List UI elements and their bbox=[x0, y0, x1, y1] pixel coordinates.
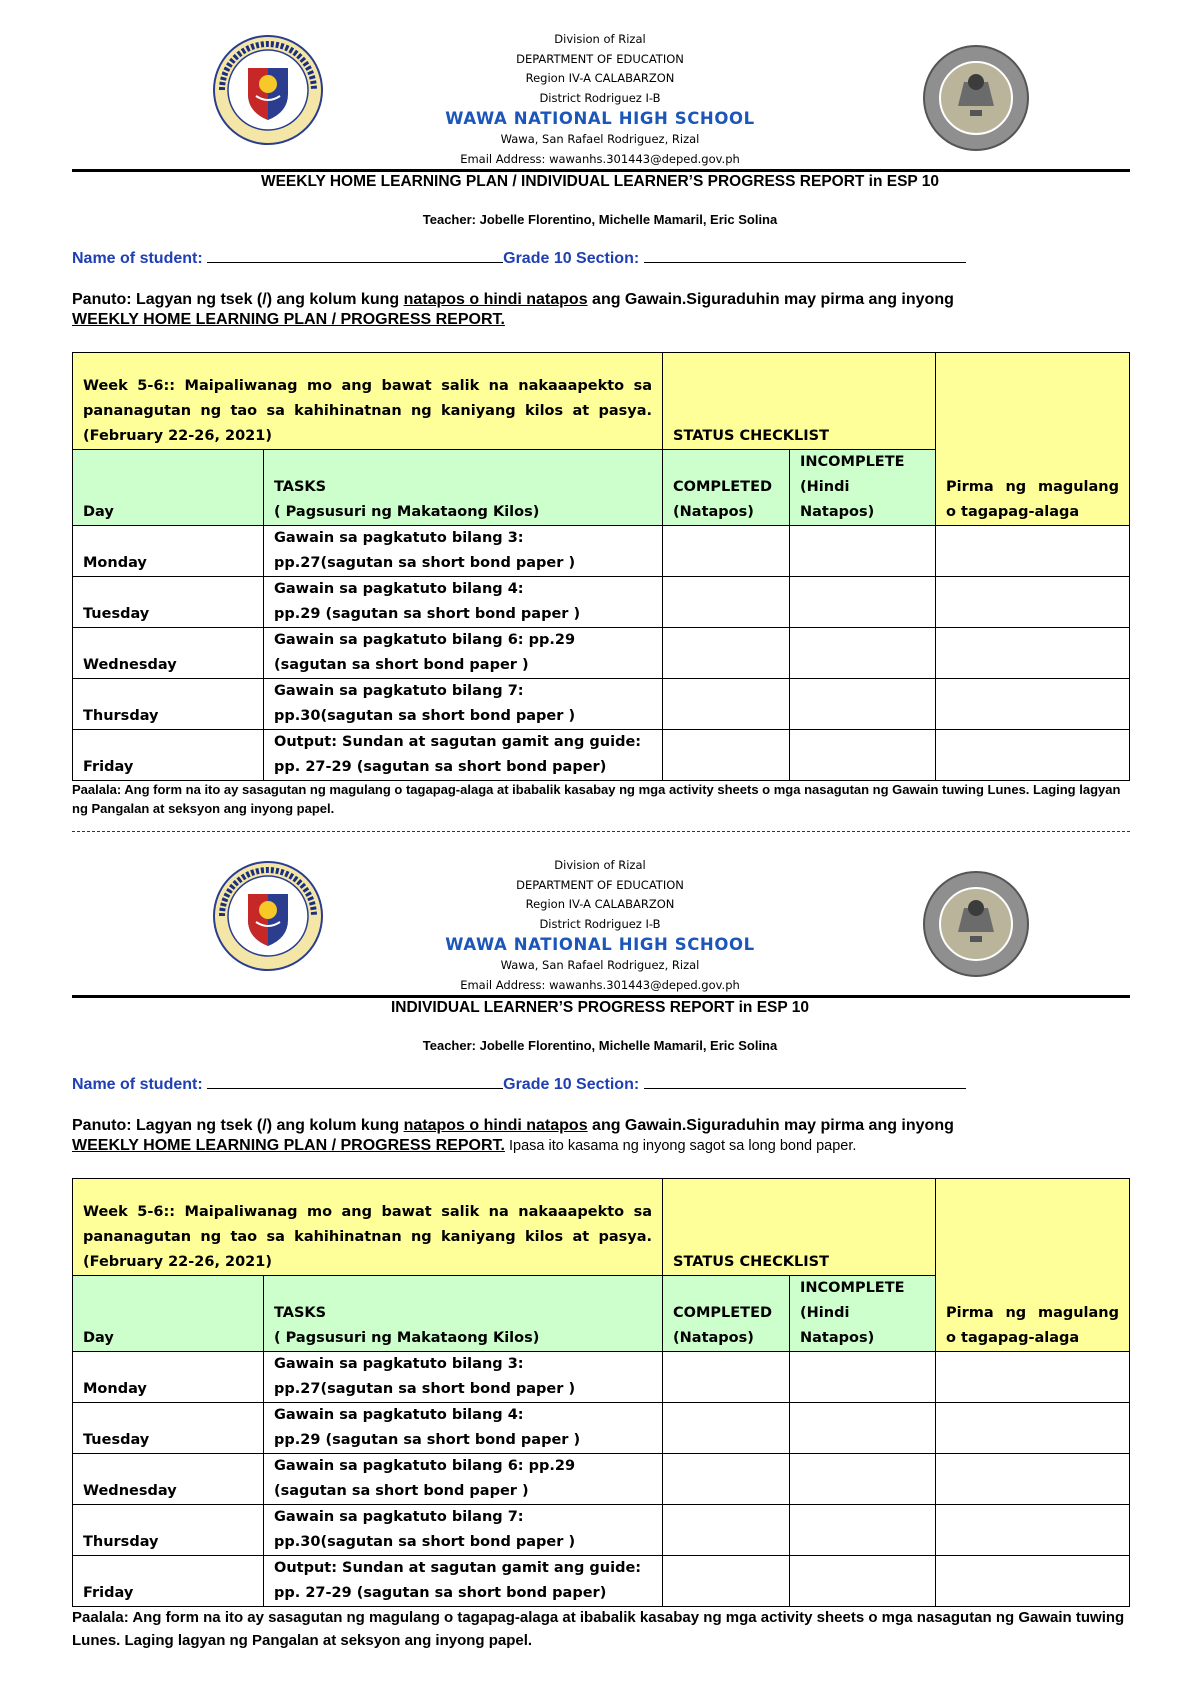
signature-cell[interactable] bbox=[936, 1556, 1130, 1607]
form-progress-report bbox=[0, 856, 1200, 1649]
email-text: Email Address: wawanhs.301443@deped.gov.ph bbox=[460, 151, 740, 166]
table-row bbox=[73, 1556, 1130, 1607]
instructions-text: Panuto: Lagyan ng tsek (/) ang kolum kung bbox=[72, 291, 404, 308]
completed-header-2: (Natapos) bbox=[673, 504, 754, 520]
incomplete-checkbox-cell[interactable] bbox=[790, 628, 936, 679]
task-line-1: Gawain sa pagkatuto bilang 3: bbox=[274, 1356, 524, 1372]
table-row bbox=[73, 730, 1130, 781]
completed-checkbox-cell[interactable] bbox=[663, 526, 790, 577]
form-title: INDIVIDUAL LEARNER’S PROGRESS REPORT in ESP 10 bbox=[390, 999, 809, 1016]
table-row bbox=[73, 1505, 1130, 1556]
table-row bbox=[73, 1403, 1130, 1454]
region-text: Region IV-A CALABARZON bbox=[525, 71, 675, 85]
section-field[interactable] bbox=[644, 1074, 966, 1089]
school-name: WAWA NATIONAL HIGH SCHOOL bbox=[445, 109, 755, 128]
table-row bbox=[73, 526, 1130, 577]
completed-checkbox-cell[interactable] bbox=[663, 1352, 790, 1403]
incomplete-header-3: Natapos) bbox=[800, 504, 875, 520]
day-cell: Monday bbox=[73, 526, 264, 577]
grade-label: Grade 10 Section: bbox=[503, 1076, 644, 1093]
task-cell bbox=[264, 1556, 663, 1607]
day-cell: Wednesday bbox=[73, 628, 264, 679]
signature-cell[interactable] bbox=[936, 526, 1130, 577]
instructions-text-2: ang Gawain.Siguraduhin may pirma ang inyong bbox=[587, 291, 954, 308]
task-line-1: Output: Sundan at sagutan gamit ang guide: bbox=[274, 734, 642, 750]
address-text: Wawa, San Rafael Rodriguez, Rizal bbox=[500, 132, 700, 146]
instructions-plan: WEEKLY HOME LEARNING PLAN / PROGRESS REPORT. bbox=[72, 1137, 505, 1154]
incomplete-header-2: (Hindi bbox=[800, 479, 850, 495]
task-line-1: Gawain sa pagkatuto bilang 7: bbox=[274, 1509, 524, 1525]
teacher-line: Teacher: Jobelle Florentino, Michelle Mamaril, Eric Solina bbox=[422, 212, 778, 227]
table-row bbox=[73, 1352, 1130, 1403]
header-rule bbox=[72, 995, 1130, 998]
name-label: Name of student: bbox=[72, 250, 208, 267]
incomplete-checkbox-cell[interactable] bbox=[790, 730, 936, 781]
week-objective: Week 5-6:: Maipaliwanag mo ang bawat salik na nakaaapekto sa pananagutan ng tao sa kahihinatnan ng kaniyang kilos at pasya. (February 22-26, 2021) bbox=[73, 353, 663, 450]
task-cell bbox=[264, 526, 663, 577]
completed-checkbox-cell[interactable] bbox=[663, 679, 790, 730]
completed-header-1: COMPLETED bbox=[673, 479, 773, 495]
completed-checkbox-cell[interactable] bbox=[663, 1403, 790, 1454]
incomplete-header-2: (Hindi bbox=[800, 1305, 850, 1321]
instructions-emphasis: natapos o hindi natapos bbox=[403, 1117, 588, 1134]
district-text: District Rodriguez I-B bbox=[539, 916, 661, 931]
incomplete-header-1: INCOMPLETE bbox=[800, 454, 905, 470]
task-line-2: pp. 27-29 (sagutan sa short bond paper) bbox=[274, 1585, 607, 1601]
task-line-1: Gawain sa pagkatuto bilang 7: bbox=[274, 683, 524, 699]
day-cell: Monday bbox=[73, 1352, 264, 1403]
completed-header-1: COMPLETED bbox=[673, 1305, 773, 1321]
task-line-2: pp.30(sagutan sa short bond paper ) bbox=[274, 1534, 576, 1550]
day-cell: Wednesday bbox=[73, 1454, 264, 1505]
day-cell: Friday bbox=[73, 730, 264, 781]
task-line-2: (sagutan sa short bond paper ) bbox=[274, 1483, 529, 1499]
division-text: Division of Rizal bbox=[554, 32, 646, 46]
task-line-1: Gawain sa pagkatuto bilang 4: bbox=[274, 581, 524, 597]
incomplete-checkbox-cell[interactable] bbox=[790, 526, 936, 577]
form-weekly-plan bbox=[0, 30, 1200, 816]
completed-checkbox-cell[interactable] bbox=[663, 577, 790, 628]
signature-cell[interactable] bbox=[936, 1454, 1130, 1505]
completed-checkbox-cell[interactable] bbox=[663, 628, 790, 679]
status-checklist-header: STATUS CHECKLIST bbox=[663, 1179, 936, 1276]
task-cell bbox=[264, 1403, 663, 1454]
task-line-2: pp.30(sagutan sa short bond paper ) bbox=[274, 708, 576, 724]
school-name: WAWA NATIONAL HIGH SCHOOL bbox=[445, 935, 755, 954]
task-line-2: pp.29 (sagutan sa short bond paper ) bbox=[274, 606, 581, 622]
completed-checkbox-cell[interactable] bbox=[663, 1556, 790, 1607]
table-row bbox=[73, 628, 1130, 679]
incomplete-header-1: INCOMPLETE bbox=[800, 1280, 905, 1296]
completed-checkbox-cell[interactable] bbox=[663, 730, 790, 781]
header-rule bbox=[72, 169, 1130, 172]
department-text: DEPARTMENT OF EDUCATION bbox=[516, 51, 684, 66]
incomplete-checkbox-cell[interactable] bbox=[790, 1505, 936, 1556]
task-line-1: Gawain sa pagkatuto bilang 6: pp.29 bbox=[274, 632, 576, 648]
tasks-header-1: TASKS bbox=[274, 479, 327, 495]
name-field[interactable] bbox=[207, 248, 503, 263]
completed-header bbox=[663, 450, 790, 526]
letterhead bbox=[0, 856, 1200, 1006]
school-seal-icon bbox=[920, 868, 1032, 980]
task-cell bbox=[264, 1454, 663, 1505]
task-cell bbox=[264, 577, 663, 628]
task-cell bbox=[264, 628, 663, 679]
letterhead bbox=[0, 30, 1200, 180]
task-cell bbox=[264, 1352, 663, 1403]
incomplete-checkbox-cell[interactable] bbox=[790, 1454, 936, 1505]
completed-checkbox-cell[interactable] bbox=[663, 1505, 790, 1556]
paalala-note: Paalala: Ang form na ito ay sasagutan ng magulang o tagapag-alaga at ibabalik kasabay ng mga activity sheets o mga nasagutan ng Gawain tuwing Lunes. Laging lagyan ng Pangalan at seksyon ang inyong papel. bbox=[72, 782, 1121, 816]
signature-cell[interactable] bbox=[936, 1505, 1130, 1556]
day-cell: Friday bbox=[73, 1556, 264, 1607]
incomplete-header bbox=[790, 1276, 936, 1352]
signature-cell[interactable] bbox=[936, 628, 1130, 679]
task-line-2: pp. 27-29 (sagutan sa short bond paper) bbox=[274, 759, 607, 775]
task-line-2: pp.27(sagutan sa short bond paper ) bbox=[274, 555, 576, 571]
name-label: Name of student: bbox=[72, 1076, 208, 1093]
tasks-header bbox=[264, 1276, 663, 1352]
signature-cell[interactable] bbox=[936, 1352, 1130, 1403]
section-field[interactable] bbox=[644, 248, 966, 263]
pirma-header: Pirma ng magulang o tagapag-alaga bbox=[936, 1179, 1130, 1352]
form-title: WEEKLY HOME LEARNING PLAN / INDIVIDUAL LEARNER’S PROGRESS REPORT in ESP 10 bbox=[260, 173, 940, 190]
signature-cell[interactable] bbox=[936, 679, 1130, 730]
completed-header bbox=[663, 1276, 790, 1352]
task-cell bbox=[264, 730, 663, 781]
incomplete-header-3: Natapos) bbox=[800, 1330, 875, 1346]
day-cell: Thursday bbox=[73, 1505, 264, 1556]
table-row bbox=[73, 577, 1130, 628]
incomplete-header bbox=[790, 450, 936, 526]
instructions-plan: WEEKLY HOME LEARNING PLAN / PROGRESS REPORT. bbox=[72, 311, 505, 328]
region-text: Region IV-A CALABARZON bbox=[525, 897, 675, 911]
task-line-1: Output: Sundan at sagutan gamit ang guide: bbox=[274, 1560, 642, 1576]
paalala-note: Paalala: Ang form na ito ay sasagutan ng magulang o tagapag-alaga at ibabalik kasabay ng mga activity sheets o mga nasagutan ng Gawain tuwing Lunes. Laging lagyan ng Pangalan at seksyon ang inyong papel. bbox=[72, 1609, 1125, 1649]
cut-line bbox=[72, 831, 1130, 832]
day-header: Day bbox=[73, 1276, 264, 1352]
table-row bbox=[73, 1454, 1130, 1505]
task-cell bbox=[264, 679, 663, 730]
table-row bbox=[73, 679, 1130, 730]
incomplete-checkbox-cell[interactable] bbox=[790, 577, 936, 628]
day-header: Day bbox=[73, 450, 264, 526]
task-line-2: (sagutan sa short bond paper ) bbox=[274, 657, 529, 673]
tasks-header-2: ( Pagsusuri ng Makataong Kilos) bbox=[274, 1330, 540, 1346]
signature-cell[interactable] bbox=[936, 577, 1130, 628]
task-cell bbox=[264, 1505, 663, 1556]
signature-cell[interactable] bbox=[936, 730, 1130, 781]
school-seal-icon bbox=[920, 42, 1032, 154]
task-line-1: Gawain sa pagkatuto bilang 4: bbox=[274, 1407, 524, 1423]
task-line-2: pp.29 (sagutan sa short bond paper ) bbox=[274, 1432, 581, 1448]
status-checklist-header: STATUS CHECKLIST bbox=[663, 353, 936, 450]
instructions-text-2: ang Gawain.Siguraduhin may pirma ang inyong bbox=[587, 1117, 954, 1134]
instructions bbox=[72, 1116, 1132, 1156]
instructions-emphasis: natapos o hindi natapos bbox=[403, 291, 588, 308]
instructions bbox=[72, 290, 1132, 330]
grade-label: Grade 10 Section: bbox=[503, 250, 644, 267]
teacher-line: Teacher: Jobelle Florentino, Michelle Mamaril, Eric Solina bbox=[422, 1038, 778, 1053]
division-text: Division of Rizal bbox=[554, 858, 646, 872]
day-cell: Tuesday bbox=[73, 1403, 264, 1454]
day-cell: Thursday bbox=[73, 679, 264, 730]
email-text: Email Address: wawanhs.301443@deped.gov.ph bbox=[460, 977, 740, 992]
incomplete-checkbox-cell[interactable] bbox=[790, 1403, 936, 1454]
task-line-1: Gawain sa pagkatuto bilang 3: bbox=[274, 530, 524, 546]
incomplete-checkbox-cell[interactable] bbox=[790, 1556, 936, 1607]
task-line-1: Gawain sa pagkatuto bilang 6: pp.29 bbox=[274, 1458, 576, 1474]
tasks-header bbox=[264, 450, 663, 526]
task-line-2: pp.27(sagutan sa short bond paper ) bbox=[274, 1381, 576, 1397]
district-text: District Rodriguez I-B bbox=[539, 90, 661, 105]
day-cell: Tuesday bbox=[73, 577, 264, 628]
tasks-header-2: ( Pagsusuri ng Makataong Kilos) bbox=[274, 504, 540, 520]
signature-cell[interactable] bbox=[936, 1403, 1130, 1454]
address-text: Wawa, San Rafael Rodriguez, Rizal bbox=[500, 958, 700, 972]
progress-table bbox=[72, 352, 1130, 781]
completed-header-2: (Natapos) bbox=[673, 1330, 754, 1346]
completed-checkbox-cell[interactable] bbox=[663, 1454, 790, 1505]
department-text: DEPARTMENT OF EDUCATION bbox=[516, 877, 684, 892]
week-objective: Week 5-6:: Maipaliwanag mo ang bawat salik na nakaaapekto sa pananagutan ng tao sa kahihinatnan ng kaniyang kilos at pasya. (February 22-26, 2021) bbox=[73, 1179, 663, 1276]
incomplete-checkbox-cell[interactable] bbox=[790, 679, 936, 730]
pirma-header: Pirma ng magulang o tagapag-alaga bbox=[936, 353, 1130, 526]
tasks-header-1: TASKS bbox=[274, 1305, 327, 1321]
progress-table bbox=[72, 1178, 1130, 1607]
student-name-row bbox=[72, 1074, 966, 1094]
incomplete-checkbox-cell[interactable] bbox=[790, 1352, 936, 1403]
name-field[interactable] bbox=[207, 1074, 503, 1089]
instructions-submit-note: Ipasa ito kasama ng inyong sagot sa long bond paper. bbox=[504, 1138, 857, 1154]
instructions-text: Panuto: Lagyan ng tsek (/) ang kolum kung bbox=[72, 1117, 404, 1134]
student-name-row bbox=[72, 248, 966, 268]
